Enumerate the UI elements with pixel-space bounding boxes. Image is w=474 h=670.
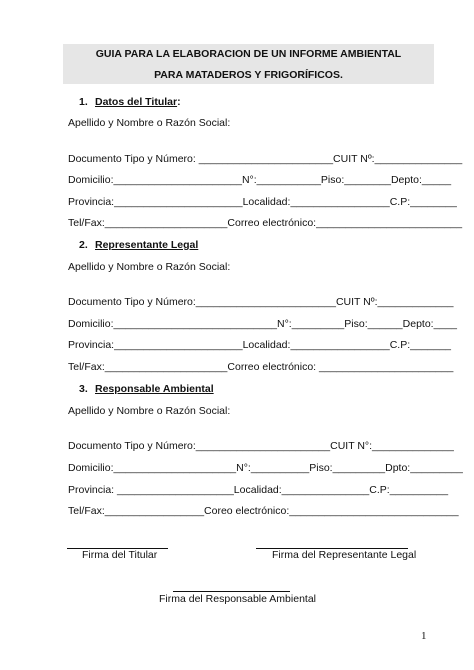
s3-telfax-field[interactable]: Tel/Fax:_________________Coreo electrónico:_____________________________ — [68, 505, 459, 517]
signature-label-representante: Firma del Representante Legal — [272, 549, 417, 561]
document-header — [63, 44, 434, 84]
s3-razon-social-field[interactable]: Apellido y Nombre o Razón Social: — [68, 405, 231, 417]
s2-provincia-field[interactable]: Provincia:______________________Localidad:_________________C.P:_______ — [68, 339, 452, 351]
section-3-number: 3. — [79, 383, 88, 395]
signature-label-responsable: Firma del Responsable Ambiental — [159, 593, 316, 605]
section-1-colon: : — [177, 96, 181, 108]
s1-razon-social-field[interactable]: Apellido y Nombre o Razón Social: — [68, 117, 231, 129]
section-2-number: 2. — [79, 239, 88, 251]
s1-documento-cuit-field[interactable]: Documento Tipo y Número: _______________________CUIT Nº:_______________ — [68, 153, 463, 165]
signature-line-responsable[interactable] — [173, 591, 290, 592]
section-1-number: 1. — [79, 96, 88, 108]
signature-label-titular: Firma del Titular — [82, 549, 158, 561]
section-2-heading — [79, 239, 198, 251]
section-2-title: Representante Legal — [95, 239, 199, 251]
s3-provincia-field[interactable]: Provincia: ____________________Localidad:_______________C.P:__________ — [68, 484, 449, 496]
s2-telfax-field[interactable]: Tel/Fax:_____________________Correo electrónico: _______________________ — [68, 361, 454, 373]
s1-provincia-field[interactable]: Provincia:______________________Localidad:_________________C.P:________ — [68, 196, 457, 208]
s3-documento-cuit-field[interactable]: Documento Tipo y Número:_______________________CUIT N°:______________ — [68, 440, 454, 452]
header-title-line-2: PARA MATADEROS Y FRIGORÍFICOS. — [154, 69, 343, 81]
s3-domicilio-field[interactable]: Domicilio:_____________________N°:__________Piso:_________Dpto:_________ — [68, 462, 463, 474]
section-1-title: Datos del Titular — [95, 96, 178, 108]
s1-telfax-field[interactable]: Tel/Fax:_____________________Correo electrónico:_________________________ — [68, 217, 463, 229]
s1-domicilio-field[interactable]: Domicilio:______________________N°:___________Piso:________Depto:_____ — [68, 174, 452, 186]
header-title-line-1: GUIA PARA LA ELABORACION DE UN INFORME AMBIENTAL — [95, 48, 402, 60]
page-number: 1 — [421, 630, 427, 642]
section-1-heading — [79, 96, 181, 108]
s2-razon-social-field[interactable]: Apellido y Nombre o Razón Social: — [68, 261, 231, 273]
s2-domicilio-field[interactable]: Domicilio:____________________________N°:_________Piso:______Depto:____ — [68, 318, 457, 330]
section-3-heading — [79, 383, 214, 395]
s2-documento-cuit-field[interactable]: Documento Tipo y Número:________________________CUIT Nº:_____________ — [68, 296, 454, 308]
section-3-title: Responsable Ambiental — [95, 383, 214, 395]
